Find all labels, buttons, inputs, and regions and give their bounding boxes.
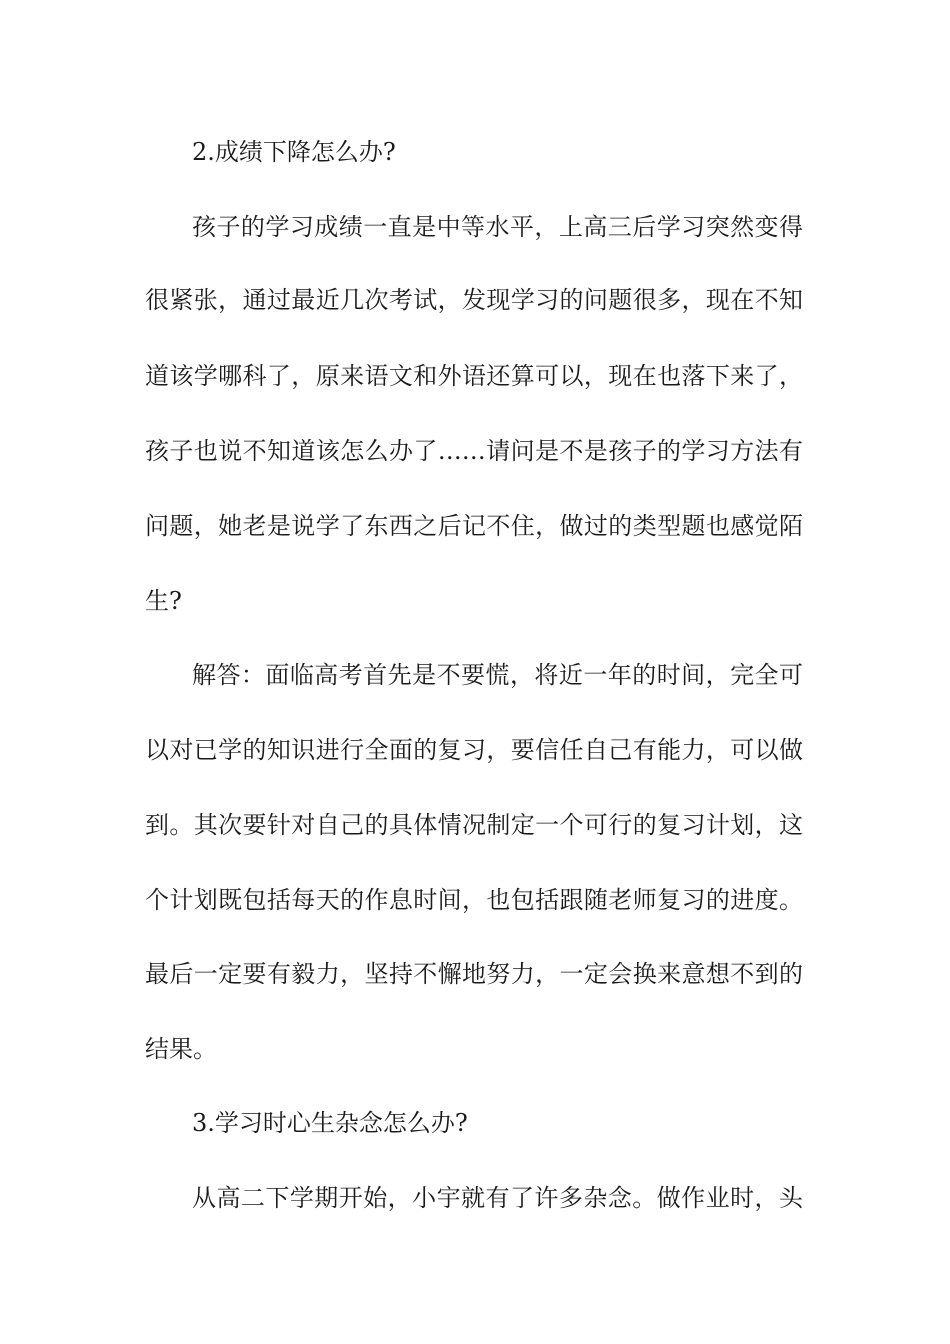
- paragraph-line: 生?: [145, 587, 182, 615]
- paragraph-line: 以对已学的知识进行全面的复习，要信任自己有能力，可以做: [145, 736, 803, 764]
- paragraph-line: 最后一定要有毅力，坚持不懈地努力，一定会换来意想不到的: [145, 960, 803, 988]
- paragraph-line: 结果。: [145, 1035, 217, 1063]
- paragraph-line: 到。其次要针对自己的具体情况制定一个可行的复习计划，这: [145, 811, 803, 839]
- section-heading: 3.学习时心生杂念怎么办?: [192, 1109, 468, 1137]
- paragraph-line: 问题，她老是说学了东西之后记不住，做过的类型题也感觉陌: [145, 512, 803, 540]
- paragraph-line: 很紧张，通过最近几次考试，发现学习的问题很多，现在不知: [145, 286, 803, 314]
- paragraph-line: 个计划既包括每天的作息时间，也包括跟随老师复习的进度。: [145, 886, 803, 914]
- paragraph-line: 道该学哪科了，原来语文和外语还算可以，现在也落下来了，: [145, 362, 803, 390]
- paragraph-line: 从高二下学期开始，小宇就有了许多杂念。做作业时，头: [192, 1184, 803, 1212]
- paragraph-line: 孩子也说不知道该怎么办了……请问是不是孩子的学习方法有: [145, 437, 803, 465]
- paragraph-line: 解答：面临高考首先是不要慌，将近一年的时间，完全可: [192, 661, 803, 689]
- paragraph-line: 孩子的学习成绩一直是中等水平，上高三后学习突然变得: [192, 213, 803, 241]
- section-heading: 2.成绩下降怎么办?: [192, 138, 396, 166]
